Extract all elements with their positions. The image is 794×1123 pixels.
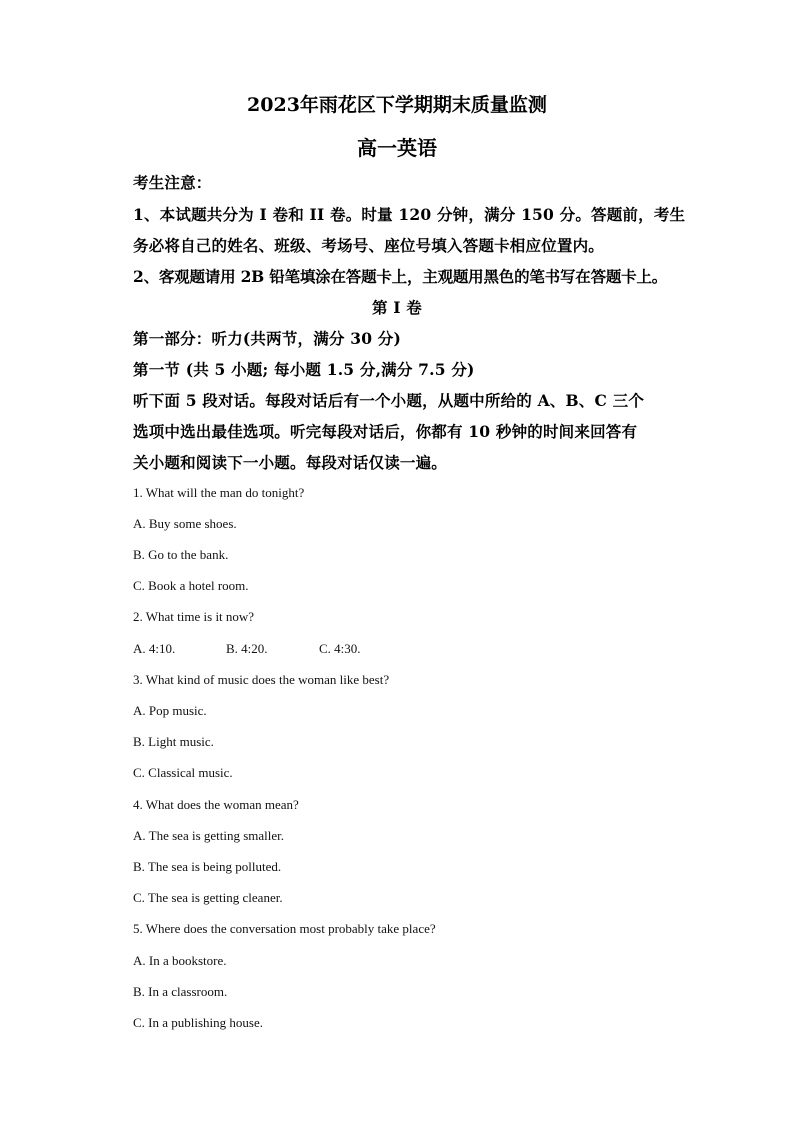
notice-item-1-line-2: 务必将自己的姓名、班级、考场号、座位号填入答题卡相应位置内。 (133, 236, 605, 255)
question-2-option-c: C. 4:30. (319, 641, 361, 656)
question-5-stem: 5. Where does the conversation most probably take place? (133, 921, 436, 936)
notice-item-1-line-1: 1、本试题共分为 I 卷和 II 卷。时量 120 分钟，满分 150 分。答题前，考生 (133, 205, 686, 224)
notice-item-2: 2、客观题请用 2B 铅笔填涂在答题卡上，主观题用黑色的笔书写在答题卡上。 (133, 267, 668, 286)
question-3-option-b: B. Light music. (133, 734, 214, 749)
question-4-option-a: A. The sea is getting smaller. (133, 828, 285, 843)
question-3-option-a: A. Pop music. (133, 703, 207, 718)
question-2-options (133, 641, 361, 657)
instructions-line-2: 选项中选出最佳选项。听完每段对话后，你都有 10 秒钟的时间来回答有 (133, 422, 638, 441)
question-2-option-a: A. 4:10. (133, 641, 176, 656)
question-5-option-c: C. In a publishing house. (133, 1015, 263, 1030)
instructions-line-1: 听下面 5 段对话。每段对话后有一个小题，从题中所给的 A、B、C 三个 (133, 391, 645, 410)
question-5-option-b: B. In a classroom. (133, 984, 228, 999)
question-1-stem: 1. What will the man do tonight? (133, 485, 305, 500)
question-1-option-a: A. Buy some shoes. (133, 516, 237, 531)
question-2-stem: 2. What time is it now? (133, 609, 255, 624)
instructions-line-3: 关小题和阅读下一小题。每段对话仅读一遍。 (133, 453, 448, 472)
part-1-heading: 第一部分：听力(共两节，满分 30 分) (133, 329, 402, 348)
question-3-option-c: C. Classical music. (133, 765, 233, 780)
question-3-stem: 3. What kind of music does the woman like best? (133, 672, 390, 687)
exam-subtitle: 高一英语 (357, 136, 437, 160)
section-1-heading: 第一节 (共 5 小题; 每小题 1.5 分,满分 7.5 分) (133, 360, 475, 379)
question-5-option-a: A. In a bookstore. (133, 953, 227, 968)
question-4-stem: 4. What does the woman mean? (133, 797, 299, 812)
question-1-option-c: C. Book a hotel room. (133, 578, 249, 593)
volume-heading: 第 I 卷 (371, 298, 423, 317)
question-1-option-b: B. Go to the bank. (133, 547, 229, 562)
question-4-option-c: C. The sea is getting cleaner. (133, 890, 283, 905)
question-4-option-b: B. The sea is being polluted. (133, 859, 282, 874)
notice-heading: 考生注意： (133, 173, 212, 192)
exam-title: 2023年雨花区下学期期末质量监测 (247, 94, 547, 116)
question-2-option-b: B. 4:20. (226, 641, 268, 656)
